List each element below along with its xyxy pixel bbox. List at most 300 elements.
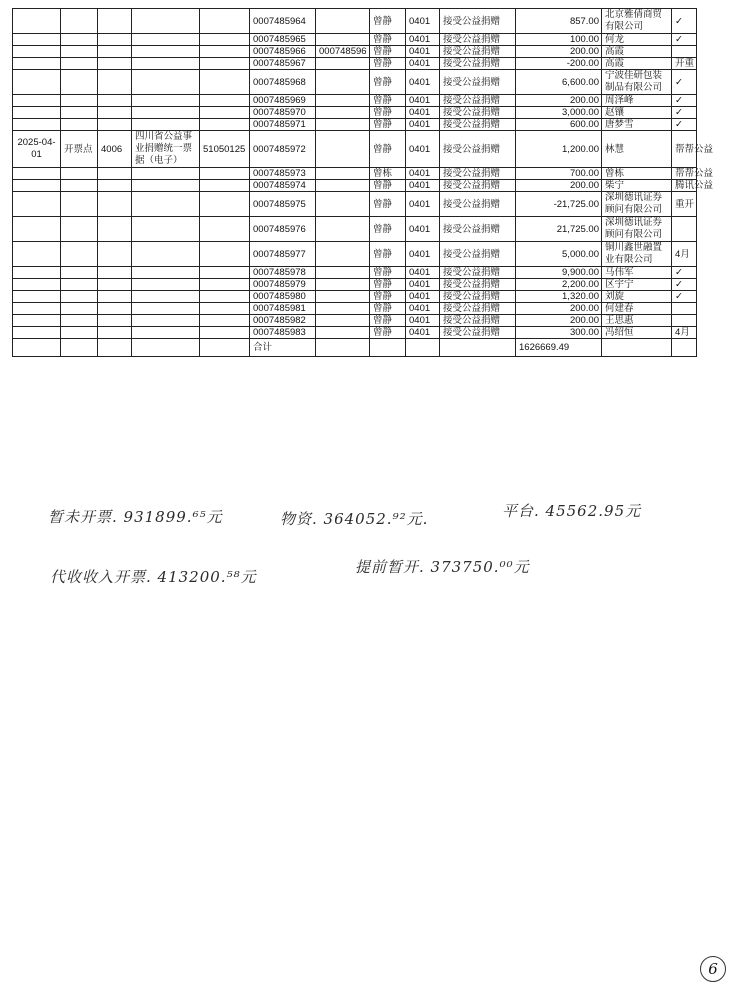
- handler-cell: 曾静: [370, 119, 406, 131]
- site-cell: [61, 46, 98, 58]
- table-row: [13, 168, 697, 180]
- remark-cell: ✓: [672, 107, 697, 119]
- date-cell: [13, 46, 61, 58]
- extra-no-cell: [316, 291, 370, 303]
- bill-type-cell: [132, 119, 200, 131]
- payer-cell: 冯绍恒: [602, 327, 672, 339]
- date-cell: [13, 70, 61, 95]
- type-cell: 接受公益捐赠: [440, 34, 516, 46]
- amount-cell: 200.00: [516, 46, 602, 58]
- site-cell: [61, 95, 98, 107]
- remark-cell: [672, 303, 697, 315]
- type-cell: 接受公益捐赠: [440, 327, 516, 339]
- bill-code-cell: [200, 58, 250, 70]
- bill-code-cell: 51050125: [200, 131, 250, 168]
- date-cell: [13, 58, 61, 70]
- receipt-no-cell: 0007485971: [250, 119, 316, 131]
- receipt-no-cell: 0007485967: [250, 58, 316, 70]
- extra-no-cell: [316, 70, 370, 95]
- type-cell: 接受公益捐赠: [440, 131, 516, 168]
- handler-cell: 曾静: [370, 70, 406, 95]
- bill-code-cell: [200, 192, 250, 217]
- page-number: 6: [700, 956, 726, 982]
- type-cell: 接受公益捐赠: [440, 267, 516, 279]
- extra-no-cell: [316, 303, 370, 315]
- bill-code-cell: [200, 267, 250, 279]
- handler-cell: 曾静: [370, 9, 406, 34]
- extra-no-cell: [316, 327, 370, 339]
- category-code-cell: 0401: [406, 315, 440, 327]
- amount-cell: -21,725.00: [516, 192, 602, 217]
- payer-cell: 唐梦雪: [602, 119, 672, 131]
- ledger-sheet: [12, 8, 714, 357]
- bill-type-cell: [132, 192, 200, 217]
- date-cell: [13, 119, 61, 131]
- site-cell: [61, 34, 98, 46]
- receipt-no-cell: 0007485978: [250, 267, 316, 279]
- remark-cell: 帮帮公益: [672, 168, 697, 180]
- type-cell: 接受公益捐赠: [440, 279, 516, 291]
- org-cell: [98, 168, 132, 180]
- category-code-cell: 0401: [406, 34, 440, 46]
- receipt-no-cell: 0007485979: [250, 279, 316, 291]
- remark-cell: ✓: [672, 267, 697, 279]
- table-row: [13, 95, 697, 107]
- receipt-no-cell: 0007485983: [250, 327, 316, 339]
- org-cell: [98, 34, 132, 46]
- extra-no-cell: [316, 192, 370, 217]
- payer-cell: 柴宁: [602, 180, 672, 192]
- table-row: [13, 70, 697, 95]
- note-collected-billed: 代收收入开票. 413200.⁵⁸元: [50, 568, 257, 586]
- amount-cell: 700.00: [516, 168, 602, 180]
- receipt-no-cell: 0007485976: [250, 217, 316, 242]
- type-cell: 接受公益捐赠: [440, 242, 516, 267]
- site-cell: [61, 242, 98, 267]
- bill-code-cell: [200, 180, 250, 192]
- total-empty-cell: [132, 339, 200, 357]
- remark-cell: [672, 46, 697, 58]
- payer-cell: 铜川鑫世融置业有限公司: [602, 242, 672, 267]
- payer-cell: 刘旋: [602, 291, 672, 303]
- date-cell: [13, 267, 61, 279]
- receipt-no-cell: 0007485968: [250, 70, 316, 95]
- table-row: [13, 303, 697, 315]
- note-advance-billed: 提前暂开. 373750.⁰⁰元: [355, 558, 530, 576]
- site-cell: [61, 303, 98, 315]
- handler-cell: 曾静: [370, 303, 406, 315]
- handler-cell: 曾静: [370, 327, 406, 339]
- extra-no-cell: [316, 131, 370, 168]
- handler-cell: 曾静: [370, 58, 406, 70]
- amount-cell: 5,000.00: [516, 242, 602, 267]
- payer-cell: 北京雅倩商贸有限公司: [602, 9, 672, 34]
- date-cell: [13, 291, 61, 303]
- remark-cell: ✓: [672, 9, 697, 34]
- table-row: [13, 9, 697, 34]
- payer-cell: 王思惠: [602, 315, 672, 327]
- org-cell: [98, 315, 132, 327]
- remark-cell: [672, 315, 697, 327]
- type-cell: 接受公益捐赠: [440, 119, 516, 131]
- table-row: [13, 34, 697, 46]
- table-row: [13, 267, 697, 279]
- amount-cell: 6,600.00: [516, 70, 602, 95]
- site-cell: [61, 192, 98, 217]
- handler-cell: 曾静: [370, 267, 406, 279]
- bill-type-cell: [132, 217, 200, 242]
- bill-type-cell: [132, 303, 200, 315]
- amount-cell: 3,000.00: [516, 107, 602, 119]
- org-cell: [98, 279, 132, 291]
- bill-type-cell: [132, 327, 200, 339]
- bill-type-cell: [132, 34, 200, 46]
- bill-code-cell: [200, 327, 250, 339]
- amount-cell: 200.00: [516, 180, 602, 192]
- total-row: [13, 339, 697, 357]
- payer-cell: 深圳德讯证券顾问有限公司: [602, 217, 672, 242]
- date-cell: [13, 9, 61, 34]
- bill-code-cell: [200, 95, 250, 107]
- handler-cell: 曾静: [370, 46, 406, 58]
- category-code-cell: 0401: [406, 46, 440, 58]
- payer-cell: 宁波佳研包装制品有限公司: [602, 70, 672, 95]
- category-code-cell: 0401: [406, 119, 440, 131]
- bill-code-cell: [200, 303, 250, 315]
- receipt-no-cell: 0007485973: [250, 168, 316, 180]
- amount-cell: 200.00: [516, 315, 602, 327]
- handler-cell: 曾静: [370, 279, 406, 291]
- org-cell: [98, 95, 132, 107]
- org-cell: [98, 327, 132, 339]
- remark-cell: ✓: [672, 119, 697, 131]
- total-empty-cell: [602, 339, 672, 357]
- site-cell: [61, 315, 98, 327]
- extra-no-cell: [316, 217, 370, 242]
- extra-no-cell: [316, 95, 370, 107]
- category-code-cell: 0401: [406, 168, 440, 180]
- amount-cell: 100.00: [516, 34, 602, 46]
- org-cell: [98, 107, 132, 119]
- bill-type-cell: [132, 242, 200, 267]
- bill-type-cell: [132, 58, 200, 70]
- type-cell: 接受公益捐赠: [440, 46, 516, 58]
- type-cell: 接受公益捐赠: [440, 180, 516, 192]
- date-cell: 2025-04-01: [13, 131, 61, 168]
- category-code-cell: 0401: [406, 242, 440, 267]
- payer-cell: 深圳德讯证券顾问有限公司: [602, 192, 672, 217]
- ledger-body: [13, 9, 714, 357]
- site-cell: [61, 119, 98, 131]
- table-row: [13, 131, 697, 168]
- note-unbilled: 暂未开票. 931899.⁶⁵元: [48, 508, 223, 526]
- bill-code-cell: [200, 9, 250, 34]
- table-row: [13, 107, 697, 119]
- bill-type-cell: [132, 46, 200, 58]
- remark-cell: 开重: [672, 58, 697, 70]
- org-cell: [98, 70, 132, 95]
- payer-cell: 何龙: [602, 34, 672, 46]
- bill-code-cell: [200, 70, 250, 95]
- total-empty-cell: [672, 339, 697, 357]
- org-cell: [98, 192, 132, 217]
- amount-cell: -200.00: [516, 58, 602, 70]
- payer-cell: 曾栋: [602, 168, 672, 180]
- site-cell: [61, 9, 98, 34]
- extra-no-cell: [316, 58, 370, 70]
- site-cell: [61, 180, 98, 192]
- total-empty-cell: [370, 339, 406, 357]
- org-cell: [98, 46, 132, 58]
- payer-cell: 何建春: [602, 303, 672, 315]
- org-cell: [98, 217, 132, 242]
- date-cell: [13, 107, 61, 119]
- date-cell: [13, 315, 61, 327]
- site-cell: [61, 168, 98, 180]
- payer-cell: 区宇宁: [602, 279, 672, 291]
- bill-code-cell: [200, 217, 250, 242]
- bill-code-cell: [200, 291, 250, 303]
- amount-cell: 1,320.00: [516, 291, 602, 303]
- remark-cell: ✓: [672, 279, 697, 291]
- receipt-no-cell: 0007485981: [250, 303, 316, 315]
- bill-type-cell: [132, 180, 200, 192]
- bill-type-cell: [132, 70, 200, 95]
- bill-code-cell: [200, 46, 250, 58]
- amount-cell: 200.00: [516, 303, 602, 315]
- table-row: [13, 279, 697, 291]
- handler-cell: 曾静: [370, 34, 406, 46]
- org-cell: [98, 9, 132, 34]
- bill-type-cell: [132, 291, 200, 303]
- org-cell: [98, 242, 132, 267]
- extra-no-cell: 000748596: [316, 46, 370, 58]
- category-code-cell: 0401: [406, 107, 440, 119]
- extra-no-cell: [316, 279, 370, 291]
- receipt-no-cell: 0007485974: [250, 180, 316, 192]
- site-cell: [61, 267, 98, 279]
- total-amount: 1626669.49: [516, 339, 602, 357]
- type-cell: 接受公益捐赠: [440, 107, 516, 119]
- payer-cell: 林慧: [602, 131, 672, 168]
- handler-cell: 曾静: [370, 192, 406, 217]
- date-cell: [13, 217, 61, 242]
- handler-cell: 曾静: [370, 131, 406, 168]
- table-row: [13, 58, 697, 70]
- table-row: [13, 291, 697, 303]
- amount-cell: 600.00: [516, 119, 602, 131]
- handler-cell: 曾静: [370, 315, 406, 327]
- type-cell: 接受公益捐赠: [440, 58, 516, 70]
- handler-cell: 曾栋: [370, 168, 406, 180]
- total-empty-cell: [200, 339, 250, 357]
- table-row: [13, 180, 697, 192]
- date-cell: [13, 242, 61, 267]
- table-row: [13, 192, 697, 217]
- date-cell: [13, 327, 61, 339]
- amount-cell: 21,725.00: [516, 217, 602, 242]
- extra-no-cell: [316, 168, 370, 180]
- category-code-cell: 0401: [406, 327, 440, 339]
- category-code-cell: 0401: [406, 291, 440, 303]
- amount-cell: 1,200.00: [516, 131, 602, 168]
- remark-cell: 重开: [672, 192, 697, 217]
- bill-type-cell: 四川省公益事业捐赠统一票据（电子）: [132, 131, 200, 168]
- receipt-no-cell: 0007485965: [250, 34, 316, 46]
- payer-cell: 赵镶: [602, 107, 672, 119]
- extra-no-cell: [316, 180, 370, 192]
- type-cell: 接受公益捐赠: [440, 192, 516, 217]
- remark-cell: 腾讯公益: [672, 180, 697, 192]
- remark-cell: 帮帮公益: [672, 131, 697, 168]
- table-row: [13, 315, 697, 327]
- date-cell: [13, 34, 61, 46]
- total-empty-cell: [98, 339, 132, 357]
- amount-cell: 200.00: [516, 95, 602, 107]
- total-empty-cell: [406, 339, 440, 357]
- receipt-no-cell: 0007485972: [250, 131, 316, 168]
- date-cell: [13, 303, 61, 315]
- amount-cell: 9,900.00: [516, 267, 602, 279]
- type-cell: 接受公益捐赠: [440, 9, 516, 34]
- receipt-no-cell: 0007485964: [250, 9, 316, 34]
- org-cell: [98, 303, 132, 315]
- receipt-no-cell: 0007485970: [250, 107, 316, 119]
- category-code-cell: 0401: [406, 267, 440, 279]
- org-cell: [98, 58, 132, 70]
- org-cell: [98, 180, 132, 192]
- total-empty-cell: [440, 339, 516, 357]
- receipt-no-cell: 0007485969: [250, 95, 316, 107]
- date-cell: [13, 168, 61, 180]
- payer-cell: 马伟军: [602, 267, 672, 279]
- site-cell: [61, 217, 98, 242]
- payer-cell: 高霞: [602, 58, 672, 70]
- amount-cell: 857.00: [516, 9, 602, 34]
- table-row: [13, 119, 697, 131]
- note-materials: 物资. 364052.⁹²元.: [280, 510, 429, 528]
- bill-type-cell: [132, 95, 200, 107]
- org-cell: [98, 267, 132, 279]
- handler-cell: 曾静: [370, 242, 406, 267]
- type-cell: 接受公益捐赠: [440, 95, 516, 107]
- table-row: [13, 242, 697, 267]
- total-empty-cell: [316, 339, 370, 357]
- handler-cell: 曾静: [370, 107, 406, 119]
- bill-code-cell: [200, 107, 250, 119]
- category-code-cell: 0401: [406, 131, 440, 168]
- type-cell: 接受公益捐赠: [440, 217, 516, 242]
- remark-cell: ✓: [672, 34, 697, 46]
- bill-code-cell: [200, 34, 250, 46]
- category-code-cell: 0401: [406, 70, 440, 95]
- bill-type-cell: [132, 267, 200, 279]
- extra-no-cell: [316, 34, 370, 46]
- category-code-cell: 0401: [406, 217, 440, 242]
- table-row: [13, 46, 697, 58]
- site-cell: [61, 58, 98, 70]
- org-cell: [98, 119, 132, 131]
- payer-cell: 周泽峰: [602, 95, 672, 107]
- date-cell: [13, 95, 61, 107]
- site-cell: [61, 70, 98, 95]
- receipt-no-cell: 0007485975: [250, 192, 316, 217]
- type-cell: 接受公益捐赠: [440, 315, 516, 327]
- extra-no-cell: [316, 315, 370, 327]
- bill-code-cell: [200, 168, 250, 180]
- handler-cell: 曾静: [370, 291, 406, 303]
- total-label: 合计: [250, 339, 316, 357]
- note-platform: 平台. 45562.95元: [502, 502, 642, 520]
- remark-cell: ✓: [672, 95, 697, 107]
- date-cell: [13, 180, 61, 192]
- bill-code-cell: [200, 279, 250, 291]
- bill-type-cell: [132, 9, 200, 34]
- receipt-no-cell: 0007485982: [250, 315, 316, 327]
- type-cell: 接受公益捐赠: [440, 303, 516, 315]
- category-code-cell: 0401: [406, 192, 440, 217]
- bill-type-cell: [132, 315, 200, 327]
- bill-type-cell: [132, 279, 200, 291]
- payer-cell: 高霞: [602, 46, 672, 58]
- handler-cell: 曾静: [370, 180, 406, 192]
- bill-code-cell: [200, 242, 250, 267]
- remark-cell: ✓: [672, 291, 697, 303]
- type-cell: 接受公益捐赠: [440, 168, 516, 180]
- handler-cell: 曾静: [370, 95, 406, 107]
- amount-cell: 300.00: [516, 327, 602, 339]
- bill-code-cell: [200, 315, 250, 327]
- table-row: [13, 327, 697, 339]
- amount-cell: 2,200.00: [516, 279, 602, 291]
- category-code-cell: 0401: [406, 58, 440, 70]
- category-code-cell: 0401: [406, 9, 440, 34]
- total-empty-cell: [61, 339, 98, 357]
- category-code-cell: 0401: [406, 279, 440, 291]
- remark-cell: ✓: [672, 70, 697, 95]
- bill-type-cell: [132, 168, 200, 180]
- date-cell: [13, 279, 61, 291]
- handler-cell: 曾静: [370, 217, 406, 242]
- site-cell: [61, 327, 98, 339]
- ledger-table: [12, 8, 714, 357]
- receipt-no-cell: 0007485980: [250, 291, 316, 303]
- type-cell: 接受公益捐赠: [440, 291, 516, 303]
- site-cell: [61, 291, 98, 303]
- bill-type-cell: [132, 107, 200, 119]
- site-cell: [61, 279, 98, 291]
- remark-cell: 4月: [672, 327, 697, 339]
- extra-no-cell: [316, 267, 370, 279]
- site-cell: 开票点: [61, 131, 98, 168]
- org-cell: 4006: [98, 131, 132, 168]
- bill-code-cell: [200, 119, 250, 131]
- type-cell: 接受公益捐赠: [440, 70, 516, 95]
- total-empty-cell: [13, 339, 61, 357]
- org-cell: [98, 291, 132, 303]
- table-row: [13, 217, 697, 242]
- extra-no-cell: [316, 107, 370, 119]
- category-code-cell: 0401: [406, 95, 440, 107]
- remark-cell: [672, 217, 697, 242]
- date-cell: [13, 192, 61, 217]
- extra-no-cell: [316, 119, 370, 131]
- category-code-cell: 0401: [406, 303, 440, 315]
- receipt-no-cell: 0007485977: [250, 242, 316, 267]
- extra-no-cell: [316, 242, 370, 267]
- receipt-no-cell: 0007485966: [250, 46, 316, 58]
- site-cell: [61, 107, 98, 119]
